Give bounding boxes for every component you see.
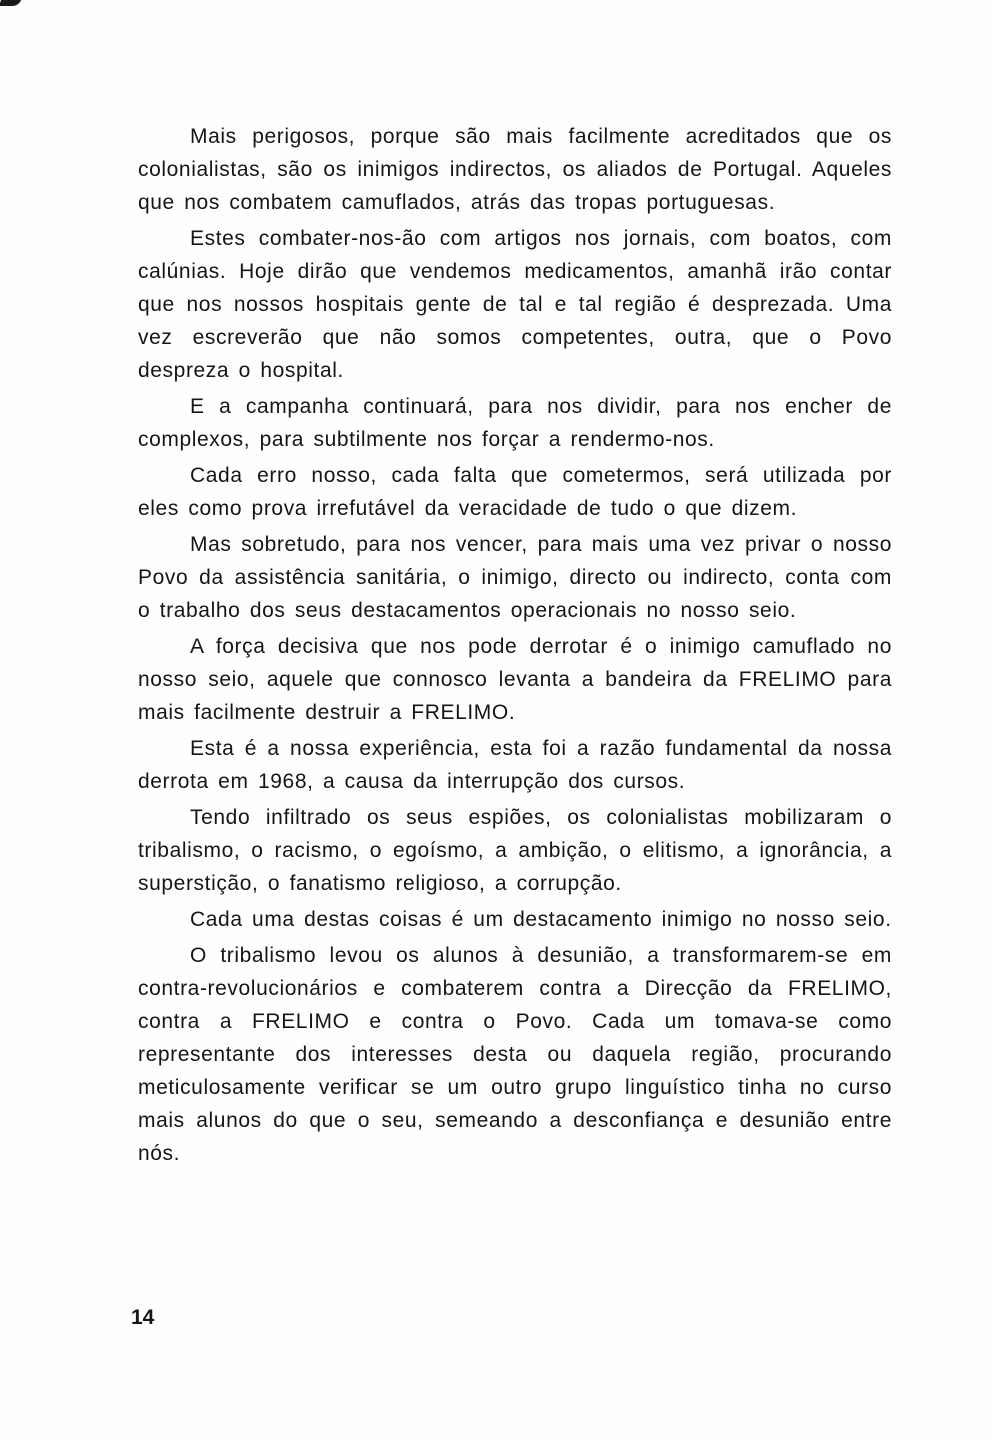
body-text — [138, 120, 892, 1173]
paragraph-7: Esta é a nossa experiência, esta foi a razão fundamental da nossa derrota em 1968, a causa da interrupção dos cursos. — [138, 737, 892, 793]
paragraph-2: Estes combater-nos-ão com artigos nos jornais, com boatos, com calúnias. Hoje dirão que vendemos medicamentos, amanhã irão contar que nos nossos hospitais gente de tal e tal região é desprezada. Uma vez escreverão que não somos competentes, outra, que o Povo despreza o hospital. — [138, 227, 892, 382]
page-number: 14 — [131, 1306, 155, 1329]
paragraph-1: Mais perigosos, porque são mais facilmente acreditados que os colonialistas, são os inimigos indirectos, os aliados de Portugal. Aqueles que nos combatem camuflados, atrás das tropas portuguesas. — [138, 125, 892, 214]
paragraph-4: Cada erro nosso, cada falta que cometermos, será utilizada por eles como prova irrefutável da veracidade de tudo o que dizem. — [138, 464, 892, 520]
paragraph-9: Cada uma destas coisas é um destacamento inimigo no nosso seio. — [190, 908, 892, 931]
paragraph-8: Tendo infiltrado os seus espiões, os colonialistas mobilizaram o tribalismo, o racismo, o egoísmo, a ambição, o elitismo, a ignorância, a superstição, o fanatismo religioso, a corrupção. — [138, 806, 892, 895]
scan-corner-mark — [0, 0, 21, 6]
paragraph-10: O tribalismo levou os alunos à desunião, a transformarem-se em contra-revolucionários e combaterem contra a Direcção da FRELIMO, contra a FRELIMO e contra o Povo. Cada um tomava-se como representante dos interesses desta ou daquela região, procurando meticulosamente verificar se um outro grupo linguístico tinha no curso mais alunos do que o seu, semeando a desconfiança e desunião entre nós. — [138, 944, 892, 1165]
paragraph-6: A força decisiva que nos pode derrotar é o inimigo camuflado no nosso seio, aquele que connosco levanta a bandeira da FRELIMO para mais facilmente destruir a FRELIMO. — [138, 635, 892, 724]
paragraph-3: E a campanha continuará, para nos dividir, para nos encher de complexos, para subtilmente nos forçar a rendermo-nos. — [138, 395, 892, 451]
paragraph-5: Mas sobretudo, para nos vencer, para mais uma vez privar o nosso Povo da assistência sanitária, o inimigo, directo ou indirecto, conta com o trabalho dos seus destacamentos operacionais no nosso seio. — [138, 533, 892, 622]
